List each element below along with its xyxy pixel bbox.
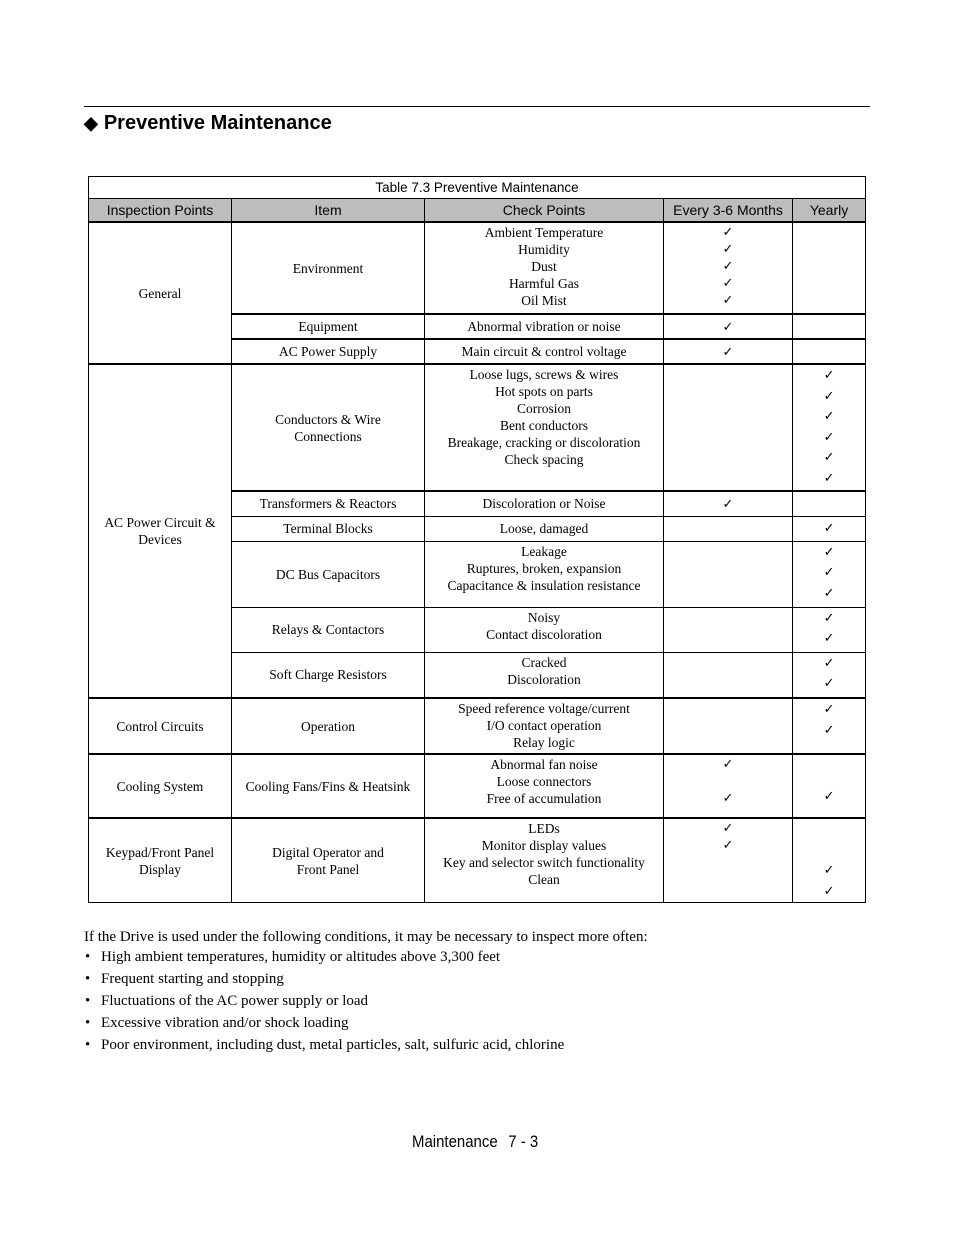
table-row xyxy=(89,364,866,491)
cell-line: ✓ xyxy=(823,655,835,671)
preventive-maintenance-table xyxy=(88,176,866,903)
cell-line: Hot spots on parts xyxy=(495,384,593,399)
conditions-intro: If the Drive is used under the following conditions, it may be necessary to inspect more often: xyxy=(84,929,648,945)
list-item: • Fluctuations of the AC power supply or load xyxy=(84,990,564,1012)
cell-line: ✓ xyxy=(823,450,835,465)
check-points-cell xyxy=(425,754,664,818)
yearly-check-cell xyxy=(793,491,866,516)
item-cell xyxy=(232,652,425,698)
section-title: Preventive Maintenance xyxy=(103,112,332,134)
cell-line: Keypad/Front Panel xyxy=(105,844,215,860)
check-points-cell xyxy=(425,652,664,698)
item-cell xyxy=(232,698,425,754)
inspection-point-cell xyxy=(89,818,232,903)
cell-line: Ruptures, broken, expansion xyxy=(466,560,622,576)
inspection-point-cell xyxy=(89,222,232,364)
cell-line: Discoloration xyxy=(507,671,581,687)
yearly-check-cell xyxy=(793,698,866,754)
list-item: • Poor environment, including dust, metal particles, salt, sulfuric acid, chlorine xyxy=(84,1034,564,1056)
cell-line: Dust xyxy=(531,259,557,274)
cell-line: ✓ xyxy=(823,702,835,717)
yearly-check-cell xyxy=(793,541,866,607)
conditions-list xyxy=(84,946,564,1056)
cell-line: ✓ xyxy=(722,276,734,291)
section-heading xyxy=(84,110,332,136)
yearly-check-cell xyxy=(793,607,866,652)
yearly-check-cell xyxy=(793,516,866,541)
cell-line: General xyxy=(138,285,182,301)
check-points-cell xyxy=(425,339,664,364)
item-cell xyxy=(232,222,425,314)
list-item: • Frequent starting and stopping xyxy=(84,968,564,990)
cell-line: Contact discoloration xyxy=(486,626,602,642)
check-points-cell xyxy=(425,698,664,754)
cell-line: Monitor display values xyxy=(481,838,607,853)
cell-line: Cooling System xyxy=(116,778,204,794)
cell-line: Oil Mist xyxy=(521,293,567,308)
cell-line: Free of accumulation xyxy=(486,791,602,806)
cell-line: Cooling Fans/Fins & Heatsink xyxy=(245,778,411,794)
column-header: Yearly xyxy=(793,199,866,223)
cell-line: ✓ xyxy=(722,791,734,806)
cell-line: Operation xyxy=(301,718,355,734)
months-check-cell xyxy=(664,222,793,314)
cell-line: Humidity xyxy=(518,242,570,257)
cell-line: Environment xyxy=(292,260,364,276)
cell-line: Loose lugs, screws & wires xyxy=(469,367,619,382)
cell-line: Main circuit & control voltage xyxy=(461,344,627,359)
cell-line: Relays & Contactors xyxy=(271,622,385,637)
cell-line: ✓ xyxy=(722,319,734,335)
cell-line: ✓ xyxy=(823,565,835,580)
cell-line: ✓ xyxy=(722,242,734,257)
yearly-check-cell xyxy=(793,818,866,903)
check-points-cell xyxy=(425,541,664,607)
cell-line: Digital Operator and xyxy=(272,844,384,860)
page-number: 7 - 3 xyxy=(508,1132,539,1151)
cell-line: Corrosion xyxy=(517,401,571,416)
cell-line: Abnormal vibration or noise xyxy=(467,319,621,334)
cell-line: ✓ xyxy=(722,259,734,274)
item-cell xyxy=(232,754,425,818)
cell-line: Display xyxy=(139,861,181,877)
check-points-cell xyxy=(425,607,664,652)
cell-line: Leakage xyxy=(521,543,567,559)
item-cell xyxy=(232,339,425,364)
cell-line: ✓ xyxy=(722,496,734,512)
column-header: Every 3-6 Months xyxy=(664,199,793,223)
page-footer xyxy=(412,1131,538,1153)
cell-line: Conductors & Wire xyxy=(275,411,381,427)
item-cell xyxy=(232,491,425,516)
cell-line: ✓ xyxy=(823,544,835,560)
list-item: • High ambient temperatures, humidity or altitudes above 3,300 feet xyxy=(84,946,564,968)
cell-line: ✓ xyxy=(722,293,734,308)
cell-line: Noisy xyxy=(527,609,561,625)
cell-line: ✓ xyxy=(823,388,835,404)
item-cell xyxy=(232,818,425,903)
cell-line: ✓ xyxy=(823,863,835,878)
column-header: Inspection Points xyxy=(89,199,232,223)
months-check-cell xyxy=(664,516,793,541)
cell-line: Devices xyxy=(138,532,182,547)
table-row xyxy=(89,754,866,818)
check-points-cell xyxy=(425,818,664,903)
months-check-cell xyxy=(664,364,793,491)
cell-line: Loose, damaged xyxy=(499,521,589,536)
yearly-check-cell xyxy=(793,314,866,339)
cell-line xyxy=(795,766,863,787)
column-header: Check Points xyxy=(425,199,664,223)
table-header-row xyxy=(89,199,866,223)
table-caption: Table 7.3 Preventive Maintenance xyxy=(89,177,866,199)
cell-line: Discoloration or Noise xyxy=(482,496,606,512)
yearly-check-cell xyxy=(793,754,866,818)
cell-line: Transformers & Reactors xyxy=(259,496,397,512)
header-rule xyxy=(84,106,870,107)
cell-line: Key and selector switch functionality xyxy=(443,855,645,870)
cell-line: Clean xyxy=(528,872,560,887)
cell-line: Capacitance & insulation resistance xyxy=(447,577,641,593)
cell-line: Abnormal fan noise xyxy=(490,757,598,772)
cell-line: ✓ xyxy=(722,838,734,853)
yearly-check-cell xyxy=(793,222,866,314)
item-cell xyxy=(232,364,425,491)
check-points-cell xyxy=(425,364,664,491)
inspection-point-cell xyxy=(89,754,232,818)
cell-line: ✓ xyxy=(823,368,835,383)
months-check-cell xyxy=(664,818,793,903)
cell-line: Equipment xyxy=(298,319,358,334)
months-check-cell xyxy=(664,652,793,698)
cell-line: ✓ xyxy=(722,225,734,240)
months-check-cell xyxy=(664,541,793,607)
table-row xyxy=(89,222,866,314)
cell-line: ✓ xyxy=(823,722,835,738)
table-body xyxy=(89,222,866,903)
cell-line: I/O contact operation xyxy=(486,718,602,733)
months-check-cell xyxy=(664,491,793,516)
cell-line xyxy=(795,820,863,841)
cell-line: ✓ xyxy=(823,676,835,691)
cell-line: ✓ xyxy=(823,409,835,424)
months-check-cell xyxy=(664,314,793,339)
months-check-cell xyxy=(664,607,793,652)
footer-section: Maintenance xyxy=(412,1132,498,1151)
months-check-cell xyxy=(664,339,793,364)
cell-line: Check spacing xyxy=(504,452,584,467)
cell-line: AC Power Circuit & xyxy=(104,515,216,530)
months-check-cell xyxy=(664,754,793,818)
months-check-cell xyxy=(664,698,793,754)
cell-line: ✓ xyxy=(722,821,734,836)
cell-line: AC Power Supply xyxy=(278,344,378,359)
cell-line: Harmful Gas xyxy=(508,276,580,291)
cell-line: Relay logic xyxy=(513,735,575,750)
cell-line: ✓ xyxy=(823,429,835,445)
inspection-point-cell xyxy=(89,364,232,698)
yearly-check-cell xyxy=(793,339,866,364)
table-row xyxy=(89,818,866,903)
cell-line: ✓ xyxy=(823,631,835,646)
cell-line: Control Circuits xyxy=(116,718,204,734)
item-cell xyxy=(232,541,425,607)
column-header: Item xyxy=(232,199,425,223)
cell-line: ✓ xyxy=(823,470,835,486)
cell-line: DC Bus Capacitors xyxy=(275,566,381,582)
yearly-check-cell xyxy=(793,364,866,491)
cell-line: Loose connectors xyxy=(496,774,592,789)
cell-line: Cracked xyxy=(521,654,567,670)
cell-line: ✓ xyxy=(722,344,734,360)
check-points-cell xyxy=(425,516,664,541)
item-cell xyxy=(232,314,425,339)
cell-line: Ambient Temperature xyxy=(484,225,604,240)
cell-line: ✓ xyxy=(823,788,835,804)
table-row xyxy=(89,698,866,754)
list-item: • Excessive vibration and/or shock loading xyxy=(84,1012,564,1034)
cell-line xyxy=(795,841,863,862)
check-points-cell xyxy=(425,491,664,516)
item-cell xyxy=(232,607,425,652)
cell-line: ✓ xyxy=(823,585,835,601)
cell-line: Bent conductors xyxy=(499,418,589,433)
item-cell xyxy=(232,516,425,541)
check-points-cell xyxy=(425,314,664,339)
cell-line: ✓ xyxy=(823,883,835,899)
cell-line: Breakage, cracking or discoloration xyxy=(447,435,641,450)
cell-line: Terminal Blocks xyxy=(283,521,373,536)
inspection-point-cell xyxy=(89,698,232,754)
yearly-check-cell xyxy=(793,652,866,698)
cell-line: Speed reference voltage/current xyxy=(458,701,630,716)
cell-line: ✓ xyxy=(722,757,734,772)
cell-line: ✓ xyxy=(823,520,835,536)
check-points-cell xyxy=(425,222,664,314)
diamond-icon: ◆ xyxy=(84,113,98,133)
cell-line: Front Panel xyxy=(296,861,360,877)
cell-line: LEDs xyxy=(528,821,560,836)
cell-line xyxy=(666,773,790,790)
cell-line: ✓ xyxy=(823,610,835,626)
cell-line: Connections xyxy=(294,428,362,444)
cell-line: Soft Charge Resistors xyxy=(269,667,387,683)
